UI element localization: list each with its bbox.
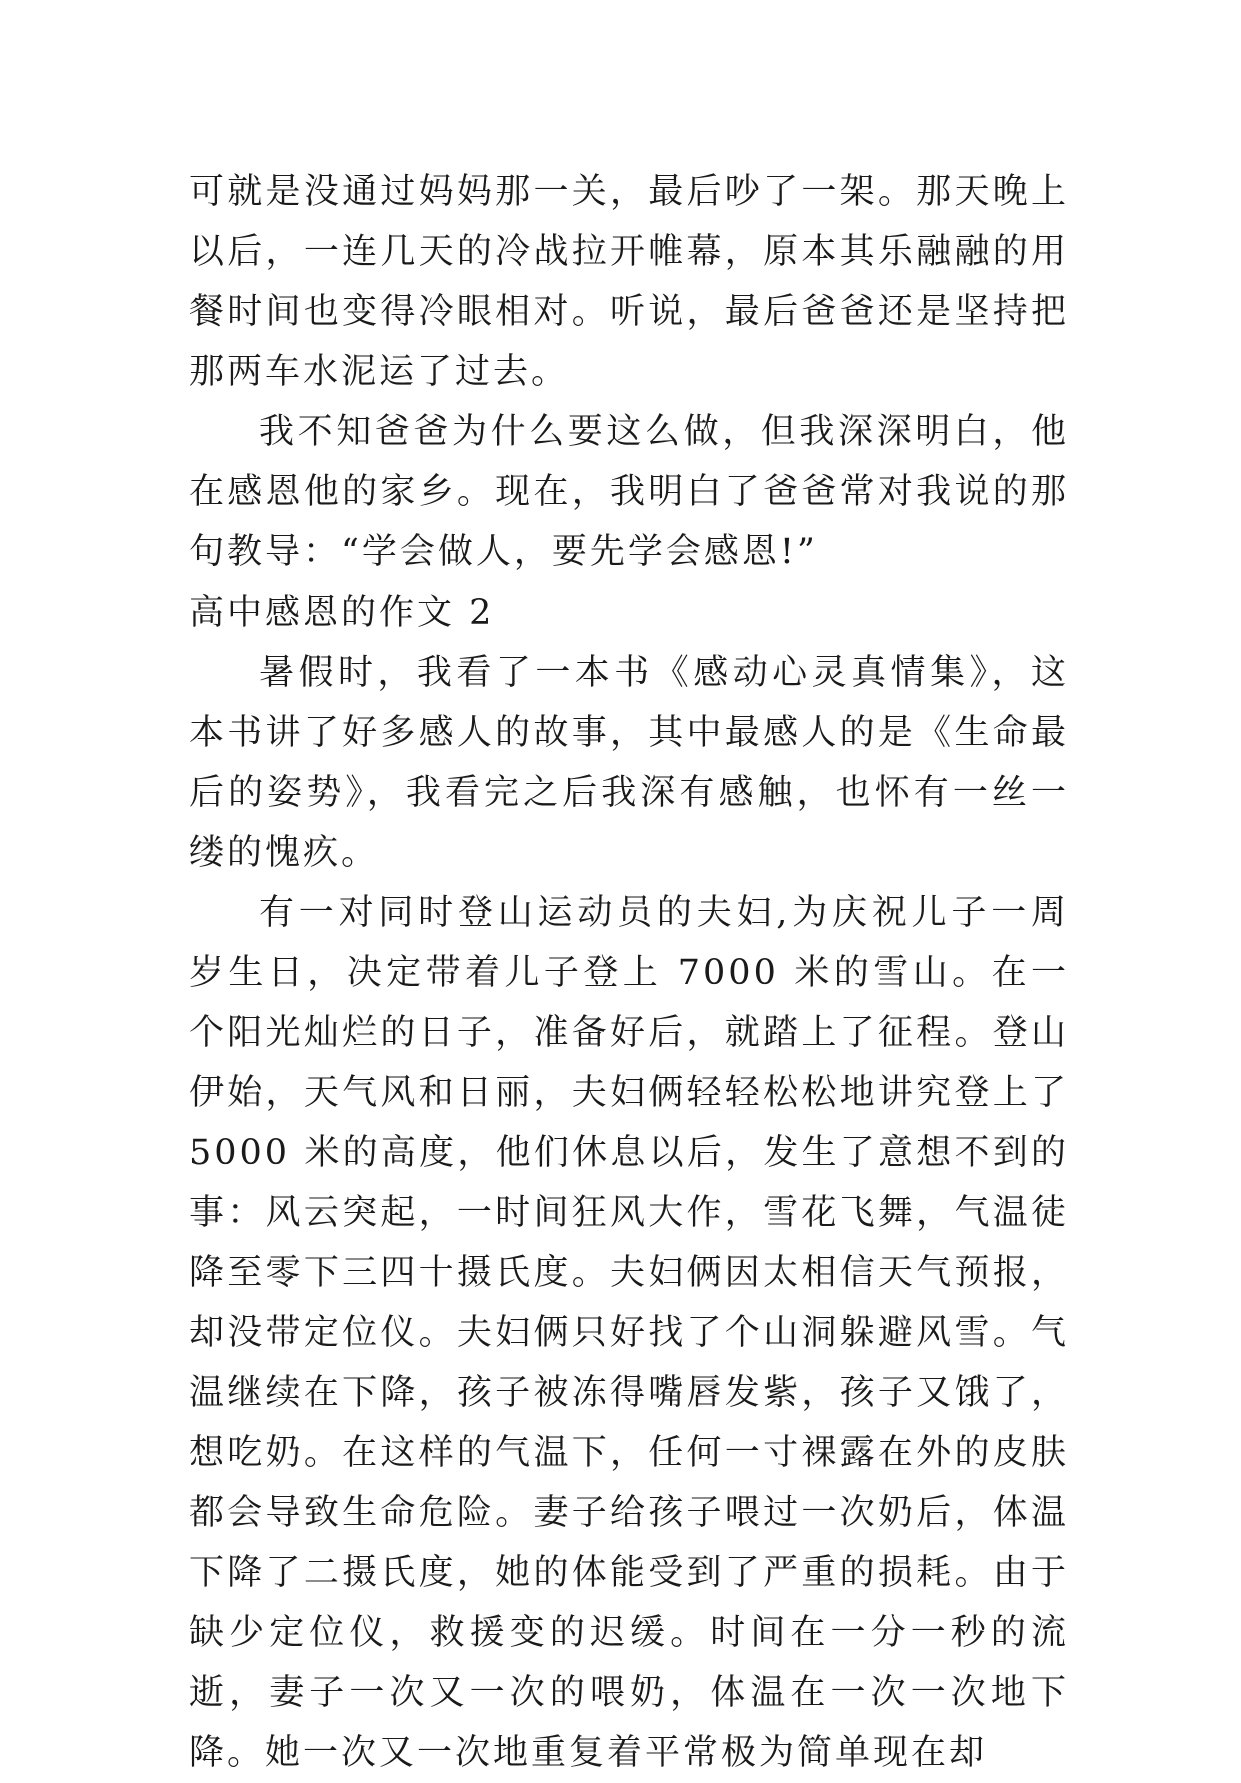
paragraph-conclusion: 我不知爸爸为什么要这么做，但我深深明白，他在感恩他的家乡。现在，我明白了爸爸常对我说的那句教导：“学会做人，要先学会感恩!” [189, 412, 1069, 572]
paragraph-continuation: 可就是没通过妈妈那一关，最后吵了一架。那天晚上以后，一连几天的冷战拉开帷幕，原本其乐融融的用餐时间也变得冷眼相对。听说，最后爸爸还是坚持把那两车水泥运了过去。 [189, 172, 1069, 392]
essay-section-1 [189, 162, 1069, 582]
paragraph-story: 有一对同时登山运动员的夫妇,为庆祝儿子一周岁生日，决定带着儿子登上 7000 米的雪山。在一个阳光灿烂的日子，准备好后，就踏上了征程。登山伊始，天气风和日丽，夫妇俩轻轻松松地讲究登上了 5000 米的高度，他们休息以后，发生了意想不到的事：风云突起，一时间狂风大作，雪花飞舞，气温徒降至零下三四十摄氏度。夫妇俩因太相信天气预报，却没带定位仪。夫妇俩只好找了个山洞躲避风雪。气温继续在下降，孩子被冻得嘴唇发紫，孩子又饿了，想吃奶。在这样的气温下，任何一寸裸露在外的皮肤都会导致生命危险。妻子给孩子喂过一次奶后，体温下降了二摄氏度，她的体能受到了严重的损耗。由于缺少定位仪，救援变的迟缓。时间在一分一秒的流逝，妻子一次又一次的喂奶，体温在一次一次地下降。她一次又一次地重复着平常极为简单现在却 [189, 893, 1069, 1773]
essay-heading: 高中感恩的作文 2 [189, 593, 495, 633]
essay-section-2 [189, 583, 1069, 1783]
paragraph-intro: 暑假时，我看了一本书《感动心灵真情集》，这本书讲了好多感人的故事，其中最感人的是《生命最后的姿势》，我看完之后我深有感触，也怀有一丝一缕的愧疚。 [189, 653, 1069, 873]
